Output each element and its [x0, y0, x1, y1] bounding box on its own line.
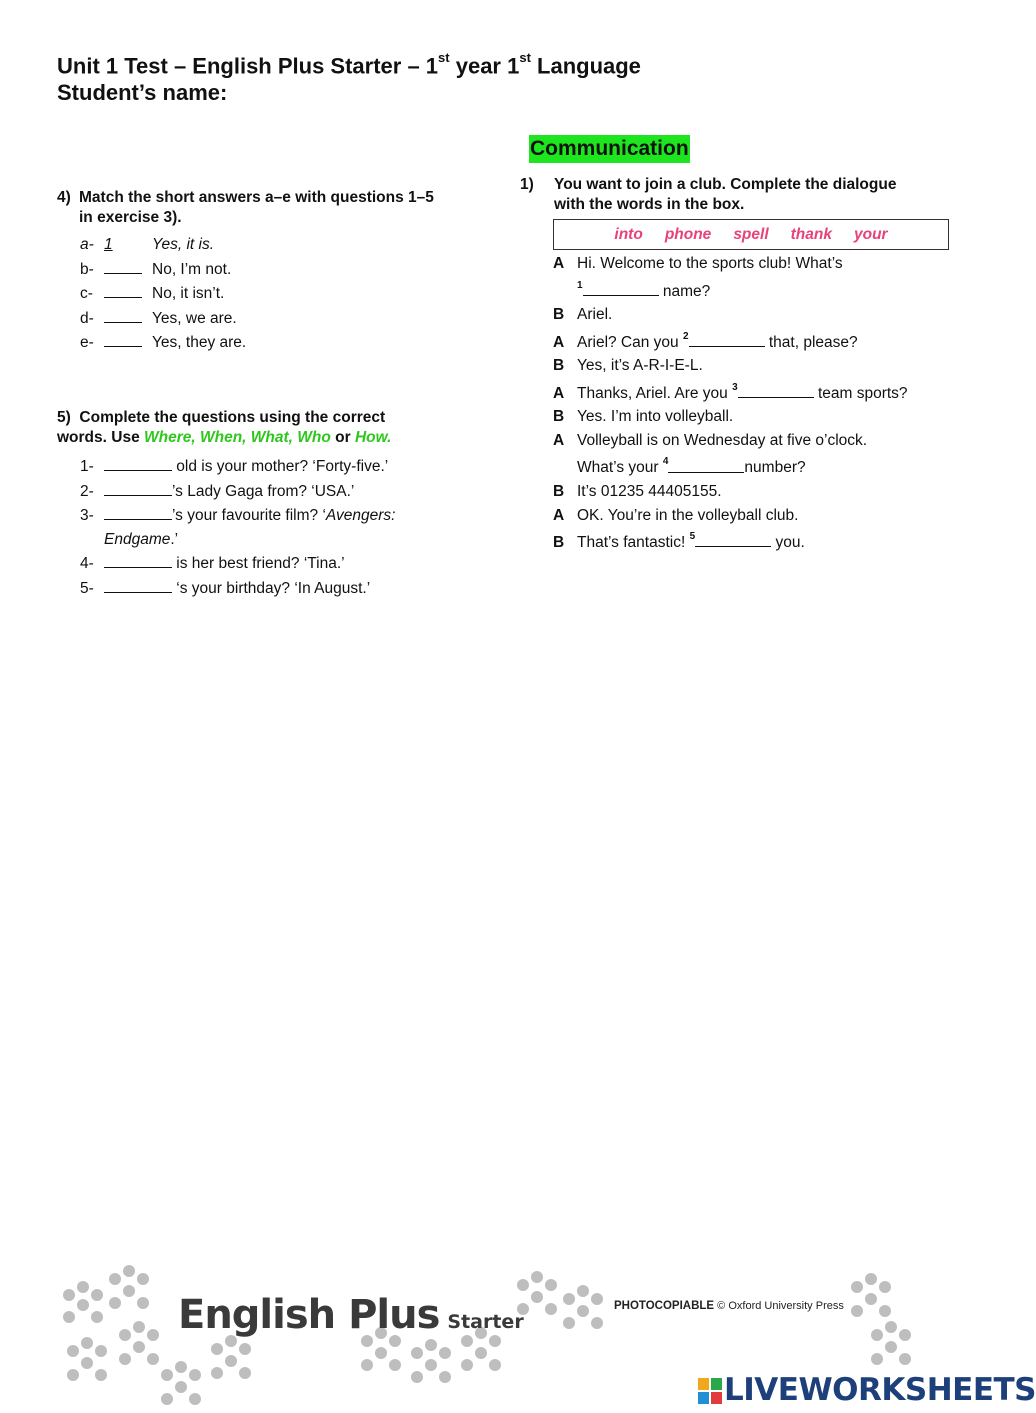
exercise4-item	[80, 281, 246, 306]
gap-4-blank[interactable]	[668, 456, 744, 473]
dialogue-line	[553, 452, 908, 480]
word-box-item: your	[853, 225, 888, 243]
gap-number: 5	[689, 531, 696, 543]
speaker-label: B	[553, 408, 565, 426]
exercise4-number: 4)	[57, 189, 71, 206]
communication-instruction	[520, 175, 960, 215]
speaker-label: A	[553, 333, 565, 351]
gap-5-blank[interactable]	[695, 530, 771, 547]
answer-example: 1	[104, 236, 113, 253]
exercise5-last-word: How.	[354, 429, 392, 446]
dialogue-text: name?	[658, 282, 711, 300]
student-name-label: Student’s name:	[57, 80, 228, 105]
speaker-label: B	[553, 357, 565, 375]
exercise5-item	[80, 551, 395, 576]
footer-brand-logo	[178, 1292, 524, 1338]
dialogue-text: What’s your	[577, 459, 663, 477]
item-number: 1-	[80, 458, 94, 475]
item-text: ‘s your birthday? ‘In August.’	[172, 579, 371, 597]
item-number: 3-	[80, 507, 94, 524]
item-text: Yes, they are.	[152, 334, 247, 351]
communication-heading: Communication	[529, 135, 690, 163]
item-text: old is your mother? ‘Forty-five.’	[172, 458, 389, 475]
dialogue-line	[553, 527, 908, 555]
item-text: Yes, we are.	[152, 309, 237, 327]
answer-blank[interactable]	[104, 479, 172, 496]
dialogue-text: Ariel? Can you	[577, 333, 683, 351]
exercise5-item-continuation	[80, 528, 395, 552]
speaker-label: A	[553, 506, 565, 524]
liveworksheets-logo-icon	[698, 1378, 722, 1404]
dialogue-text: you.	[771, 534, 805, 552]
exercise5-prefix: words. Use	[57, 429, 144, 446]
dialogue-line	[553, 480, 908, 504]
liveworksheets-watermark[interactable]: LIVEWORKSHEETS	[724, 1372, 1036, 1408]
brand-name: English Plus	[178, 1292, 440, 1338]
answer-blank[interactable]	[104, 330, 142, 347]
answer-blank[interactable]	[104, 257, 142, 274]
title-text-c: Language	[530, 53, 641, 79]
item-number: 2-	[80, 482, 94, 500]
item-number: 4-	[80, 555, 94, 572]
dialogue-line	[553, 252, 908, 276]
dialogue-line	[553, 429, 908, 453]
dialogue-line	[553, 276, 908, 304]
footer-copyright	[614, 1300, 844, 1312]
exercise4-item	[80, 233, 246, 257]
item-letter: e-	[80, 334, 94, 351]
page-title	[57, 46, 641, 81]
exercise5-item	[80, 479, 395, 504]
item-text-italic: Avengers:	[325, 507, 396, 524]
answer-blank[interactable]	[104, 454, 172, 471]
gap-3-blank[interactable]	[738, 381, 814, 398]
answer-blank[interactable]	[104, 306, 142, 323]
item-number: 5-	[80, 579, 94, 597]
dialogue-line	[553, 405, 908, 429]
communication-line2: with the words in the box.	[554, 196, 745, 213]
dialogue	[553, 252, 908, 555]
word-box-item: into	[614, 225, 643, 243]
answer-blank[interactable]	[104, 576, 172, 593]
speaker-label: B	[553, 534, 565, 552]
word-box-item: thank	[790, 225, 832, 243]
exercise4-instruction	[57, 188, 497, 228]
title-sup-2: st	[519, 50, 531, 65]
exercise4-item	[80, 257, 246, 282]
gap-2-blank[interactable]	[689, 330, 765, 347]
speaker-label: B	[553, 306, 565, 324]
title-text-a: Unit 1 Test – English Plus Starter – 1	[57, 53, 439, 79]
exercise5-or: or	[330, 429, 355, 446]
gap-number: 2	[682, 330, 689, 342]
item-text: is her best friend? ‘Tina.’	[172, 555, 345, 572]
exercise4-list	[80, 233, 246, 355]
answer-blank[interactable]	[104, 281, 142, 298]
gap-number: 4	[662, 456, 669, 468]
exercise5-list	[80, 454, 395, 600]
exercise5-line1: Complete the questions using the correct	[79, 409, 386, 426]
item-text: Yes, it is.	[152, 236, 215, 253]
dialogue-text: Hi. Welcome to the sports club! What’s	[577, 255, 843, 272]
item-text: ’s your favourite film? ‘	[172, 507, 326, 524]
dialogue-text: OK. You’re in the volleyball club.	[577, 506, 799, 524]
dialogue-text: It’s 01235 44405155.	[577, 483, 722, 501]
dialogue-line	[553, 303, 908, 327]
dialogue-text: Ariel.	[577, 306, 613, 324]
exercise5-item	[80, 503, 395, 528]
exercise5-item	[80, 576, 395, 601]
exercise5-instruction	[57, 408, 497, 448]
item-letter: d-	[80, 309, 94, 327]
word-box-item: spell	[733, 225, 769, 243]
word-box-item: phone	[664, 225, 712, 243]
speaker-label: A	[553, 384, 565, 402]
dialogue-text: Yes, it’s A-R-I-E-L.	[577, 357, 703, 375]
dialogue-text: That’s fantastic!	[577, 534, 690, 552]
title-sup-1: st	[438, 50, 450, 65]
communication-line1: You want to join a club. Complete the dialogue	[554, 176, 897, 193]
speaker-label: B	[553, 483, 565, 501]
item-text: No, I’m not.	[152, 260, 232, 278]
dialogue-text: number?	[744, 459, 806, 477]
exercise5-words: Where, When, What, Who	[144, 429, 331, 446]
exercise4-line1: Match the short answers a–e with questions 1–5	[79, 189, 434, 206]
exercise4-line2: in exercise 3).	[79, 209, 182, 226]
item-text: ’s Lady Gaga from? ‘USA.’	[172, 482, 355, 500]
photocopiable-label: PHOTOCOPIABLE	[614, 1300, 715, 1312]
answer-blank[interactable]	[104, 503, 172, 520]
dialogue-text: that, please?	[764, 333, 858, 351]
dialogue-text: Yes. I’m into volleyball.	[577, 408, 734, 426]
copyright-text: © Oxford University Press	[717, 1300, 844, 1312]
exercise5-item	[80, 454, 395, 479]
dialogue-text: Thanks, Ariel. Are you	[577, 384, 733, 402]
answer-blank[interactable]	[104, 551, 172, 568]
exercise5-number: 5)	[57, 409, 71, 426]
title-text-b: year 1	[449, 53, 520, 79]
brand-sub: Starter	[447, 1311, 524, 1333]
item-letter: c-	[80, 285, 93, 302]
exercise4-item	[80, 306, 246, 331]
exercise4-item	[80, 330, 246, 355]
speaker-label: A	[553, 255, 565, 272]
gap-1-blank[interactable]	[583, 279, 659, 296]
item-text: No, it isn’t.	[152, 285, 225, 302]
gap-number: 1	[577, 279, 583, 291]
gap-number: 3	[732, 381, 738, 393]
item-letter: a-	[80, 236, 94, 253]
dialogue-line	[553, 327, 908, 355]
item-letter: b-	[80, 260, 94, 278]
speaker-label: A	[553, 431, 565, 449]
item-text-italic: Endgame	[104, 530, 171, 548]
dialogue-text: Volleyball is on Wednesday at five o’clock.	[577, 431, 868, 449]
dialogue-line	[553, 354, 908, 378]
dialogue-text: team sports?	[813, 384, 908, 402]
word-box	[553, 219, 949, 250]
dialogue-line	[553, 504, 908, 528]
communication-number: 1)	[520, 176, 534, 193]
item-text-end: .’	[170, 530, 179, 548]
dialogue-line	[553, 378, 908, 406]
